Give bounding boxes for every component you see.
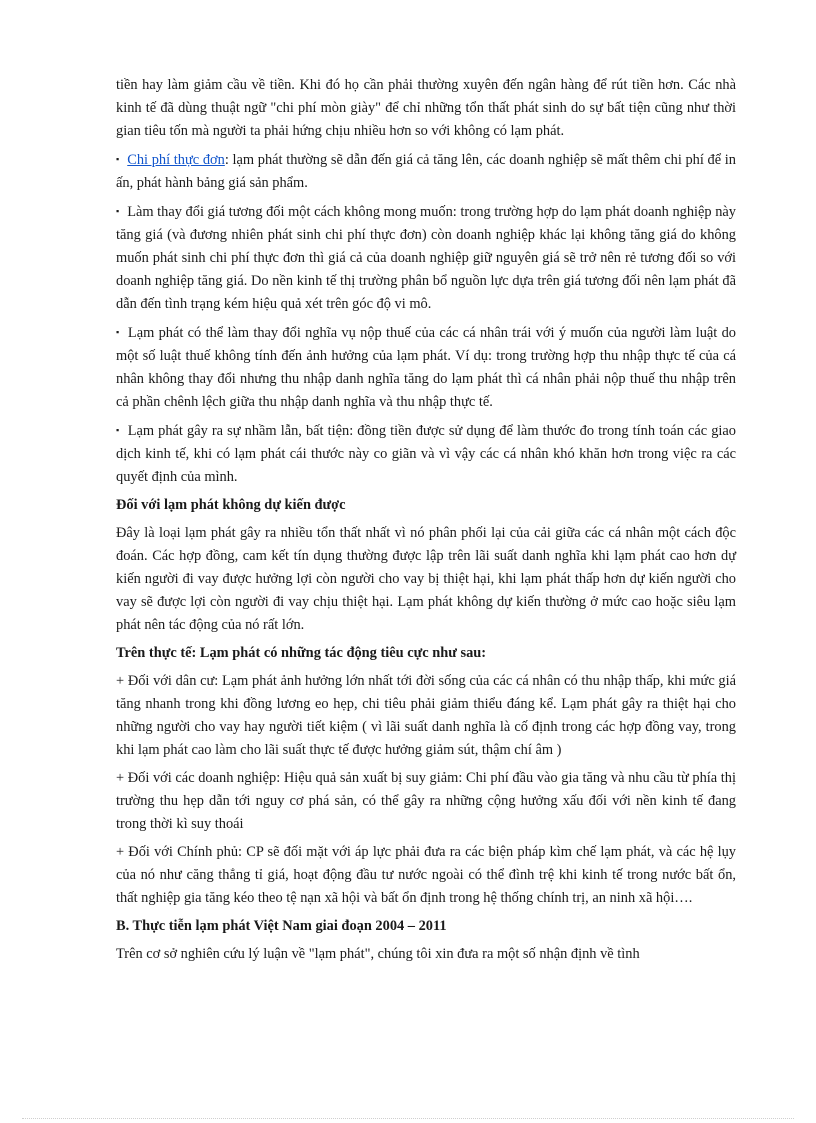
bullet-relative-price: [116, 200, 736, 316]
bullet-relative-price-text: Làm thay đổi giá tương đối một cách không mong muốn: trong trường hợp do lạm phát doanh nghiệp này tăng giá (và đương nhiên phát sinh chi phí thực đơn) còn doanh nghiệp khác lại không tăng giá do không muốn phát sinh chi phí thực đơn thì giá cả của doanh nghiệp giữ nguyên giá sẽ trở nên rẻ tương đối so với doanh nghiệp tăng giá. Do nền kinh tế thị trường phân bổ nguồn lực dựa trên giá tương đối nên lạm phát đã dẫn đến tình trạng kém hiệu quả xét trên góc độ vi mô.: [116, 204, 736, 312]
bullet-marker: ▪: [116, 327, 120, 337]
paragraph-businesses: + Đối với các doanh nghiệp: Hiệu quả sản xuất bị suy giảm: Chi phí đầu vào gia tăng và nhu cầu từ phía thị trường thu hẹp dẫn tới nguy cơ phá sản, có thể gây ra những cộng hưởng xấu đối với nền kinh tế đang trong thời kì suy thoái: [116, 770, 736, 832]
bullet-confusion-text: Lạm phát gây ra sự nhầm lẫn, bất tiện: đồng tiền được sử dụng để làm thước đo trong tính toán các giao dịch kinh tế, khi có lạm phát cái thước này co giãn và vì vậy các cá nhân khó khăn hơn trong việc ra các quyết định của mình.: [116, 423, 736, 485]
document-page: [116, 74, 736, 971]
bullet-confusion: [116, 419, 736, 489]
bullet-marker: ▪: [116, 154, 120, 164]
bullet-menu-cost: [116, 148, 736, 195]
heading-unexpected-inflation: Đối với lạm phát không dự kiến được: [116, 497, 346, 513]
page-bottom-divider: [22, 1118, 794, 1119]
bullet-tax-obligation: [116, 321, 736, 414]
paragraph-government: + Đối với Chính phủ: CP sẽ đối mặt với áp lực phải đưa ra các biện pháp kìm chế lạm phát, và các hệ lụy của nó như căng thẳng tỉ giá, hoạt động đầu tư nước ngoài có thể đình trệ khi kinh tế trong nước bất ổn, thất nghiệp gia tăng kéo theo tệ nạn xã hội và bất ổn định trong hệ thống chính trị, an ninh xã hội….: [116, 844, 736, 906]
bullet-tax-obligation-text: Lạm phát có thể làm thay đổi nghĩa vụ nộp thuế của các cá nhân trái với ý muốn của người làm luật do một số luật thuế không tính đến ảnh hưởng của lạm phát. Ví dụ: trong trường hợp thu nhập thực tế của cá nhân không thay đổi nhưng thu nhập danh nghĩa tăng do lạm phát thì cá nhân phải nộp thuế thu nhập trên cả phần chênh lệch giữa thu nhập danh nghĩa và thu nhập thực tế.: [116, 325, 736, 410]
bullet-menu-cost-text: : lạm phát thường sẽ dẫn đến giá cả tăng lên, các doanh nghiệp sẽ mất thêm chi phí để in ấn, phát hành bảng giá sản phẩm.: [116, 152, 736, 191]
menu-cost-link[interactable]: Chi phí thực đơn: [127, 152, 225, 168]
paragraph-unexpected-inflation: Đây là loại lạm phát gây ra nhiều tổn thất nhất vì nó phân phối lại của cải giữa các cá nhân một cách độc đoán. Các hợp đồng, cam kết tín dụng thường được lập trên lãi suất danh nghĩa khi lạm phát cao hơn dự kiến người đi vay được hưởng lợi còn người cho vay bị thiệt hại, khi lạm phát thấp hơn dự kiến người cho vay sẽ được lợi còn người đi vay chịu thiệt hại. Lạm phát không dự kiến thường ở mức cao hoặc siêu lạm phát nên tác động của nó rất lớn.: [116, 525, 736, 633]
bullet-marker: ▪: [116, 206, 120, 216]
bullet-marker: ▪: [116, 425, 120, 435]
paragraph-residents: + Đối với dân cư: Lạm phát ảnh hưởng lớn nhất tới đời sống của các cá nhân có thu nhập thấp, khi mức giá tăng nhanh trong khi đồng lương eo hẹp, chi tiêu phải giảm thiểu đáng kể. Lạm phát gây ra thiệt hại cho những người cho vay hay người tiết kiệm ( vì lãi suất danh nghĩa là cố định trong các hợp đồng vay, trong khi lạm phát cao làm cho lãi suất thực tế được hưởng giảm sút, thậm chí âm ): [116, 673, 736, 758]
heading-negative-effects: Trên thực tế: Lạm phát có những tác động tiêu cực như sau:: [116, 645, 487, 661]
heading-section-b: B. Thực tiễn lạm phát Việt Nam giai đoạn 2004 – 2011: [116, 918, 447, 934]
paragraph-shoe-leather-cost: tiền hay làm giảm cầu về tiền. Khi đó họ cần phải thường xuyên đến ngân hàng để rút tiền hơn. Các nhà kinh tế đã dùng thuật ngữ "chi phí mòn giày" để chỉ những tổn thất phát sinh do sự bất tiện cũng như thời gian tiêu tốn mà người ta phải hứng chịu nhiều hơn so với không có lạm phát.: [116, 77, 736, 139]
paragraph-section-b-intro: Trên cơ sở nghiên cứu lý luận về "lạm phát", chúng tôi xin đưa ra một số nhận định về tình: [116, 946, 640, 962]
